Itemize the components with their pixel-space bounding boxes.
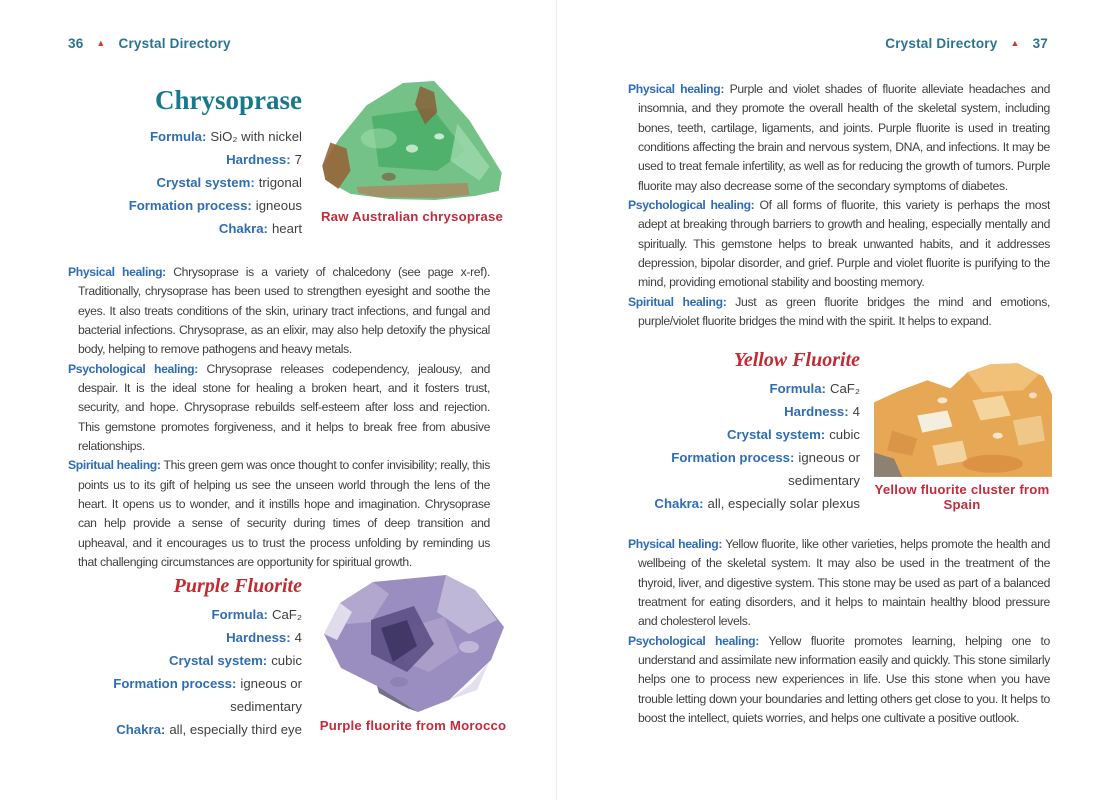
healing-text: Yellow fluorite, like other varieties, helps promote the health and wellbeing of the skeletal system. It may also be used in the treatment of the thyroid, liver, and digestive system. This stone may be used as part of a balanced treatment for eating disorders, and it helps to maintain healthy blood pressure and cholesterol levels. — [638, 537, 1050, 629]
chrysoprase-photo — [316, 78, 508, 205]
page-number: 36 — [68, 36, 84, 51]
spec-value: 7 — [294, 151, 302, 167]
spec-label: Crystal system: — [156, 174, 255, 190]
spec-value: heart — [271, 220, 302, 236]
spec-label: Formula: — [211, 607, 268, 622]
spec-label: Chakra: — [218, 220, 268, 236]
spec-label: Formula: — [149, 128, 207, 144]
spec-formation-process — [626, 446, 860, 492]
spec-formula — [68, 125, 302, 148]
paragraph-physical-healing — [628, 80, 1050, 196]
purple-fluorite-body — [628, 80, 1050, 334]
healing-label: Spiritual healing: — [628, 294, 727, 309]
purple-fluorite-figure — [317, 572, 509, 734]
purple-fluorite-photo — [319, 572, 507, 714]
healing-text: Of all forms of fluorite, this variety is perhaps the most adept at breaking through barriers to growth and healing, especially mentally and spiritually. This gemstone helps to break unwanted habits, and it addresses depression, bipolar disorder, and grief. Purple and violet fluorite is purifying to the mind, providing emotional stability and boosting memory. — [638, 198, 1050, 290]
entry-title-chrysoprase: Chrysoprase — [155, 85, 302, 115]
spec-label: Chakra: — [654, 496, 704, 511]
spec-formula — [626, 377, 860, 400]
yellow-fluorite-body — [628, 535, 1050, 735]
healing-text: Chrysoprase is a variety of chalcedony (see page x-ref). Traditionally, chrysoprase has been used to strengthen eyesight and soothe the eyes. It also treats conditions of the skin, urinary tract infections, and fungal and bacterial infections. Chrysoprase, as an elixir, may also help detoxify the physical body, helping to remove pathogens and heavy metals. — [78, 265, 490, 357]
paragraph-spiritual-healing — [68, 456, 490, 569]
spec-hardness — [626, 400, 860, 423]
chrysoprase-info-block — [68, 86, 302, 240]
figure-caption: Purple fluorite from Morocco — [319, 718, 507, 733]
spec-label: Formation process: — [113, 676, 237, 691]
paragraph-physical-healing — [68, 263, 490, 360]
spec-label: Formation process: — [128, 197, 252, 213]
spec-label: Hardness: — [784, 404, 849, 419]
figure-caption: Yellow fluorite cluster from Spain — [874, 482, 1050, 512]
spec-value: trigonal — [258, 174, 302, 190]
healing-label: Spiritual healing: — [68, 458, 161, 473]
running-head-title: Crystal Directory — [118, 36, 231, 51]
spec-value: igneous — [255, 197, 302, 213]
healing-label: Psychological healing: — [628, 633, 759, 648]
healing-text: Chrysoprase releases codependency, jealousy, and despair. It is the ideal stone for healing a broken heart, and it fosters trust, security, and hope. Chrysoprase rebuilds self-esteem after loss and rejection. This gemstone promotes forgiveness, and it helps to break free from abusive relationships. — [78, 361, 490, 454]
healing-label: Psychological healing: — [628, 198, 755, 213]
spec-label: Formation process: — [671, 450, 795, 465]
healing-text: This green gem was once thought to confer invisibility; really, this points us to its gift of helping us see the unseen world through the lens of the heart. It opens us to wonder, and it instills hope and imagination. Chrysoprase can help provide a sense of security during times of deep transition and upheaval, and it encourages us to trust the process unfolding by reminding us that challenging circumstances are opportunity for spiritual growth. — [78, 458, 490, 569]
spec-value: igneous or sedimentary — [788, 450, 860, 488]
spec-label: Formula: — [769, 381, 826, 396]
purple-fluorite-info-block — [68, 575, 302, 741]
spec-value: all, especially solar plexus — [707, 496, 860, 511]
entry-title-yellow-fluorite: Yellow Fluorite — [733, 349, 860, 371]
figure-caption: Raw Australian chrysoprase — [320, 209, 504, 224]
spec-label: Crystal system: — [168, 653, 268, 668]
triangle-icon: ▲ — [96, 38, 106, 48]
spec-crystal-system — [68, 649, 302, 672]
spec-value: CaF₂ — [829, 381, 860, 396]
spec-value: 4 — [294, 630, 302, 645]
yellow-fluorite-photo — [872, 360, 1053, 478]
running-head-title: Crystal Directory — [885, 36, 998, 51]
spec-value: igneous or sedimentary — [230, 676, 302, 714]
spec-crystal-system — [626, 423, 860, 446]
spec-value: all, especially third eye — [169, 722, 302, 737]
spec-chakra — [68, 217, 302, 240]
chrysoprase-body — [68, 263, 490, 569]
triangle-icon: ▲ — [1010, 38, 1020, 48]
spec-label: Hardness: — [226, 630, 291, 645]
page-number: 37 — [1032, 36, 1048, 51]
spec-label: Hardness: — [226, 151, 291, 167]
spec-value: cubic — [271, 653, 302, 668]
paragraph-psychological-healing — [628, 196, 1050, 293]
spec-chakra — [68, 718, 302, 741]
spec-label: Chakra: — [116, 722, 166, 737]
chrysoprase-figure — [315, 78, 509, 225]
spec-value: cubic — [829, 427, 860, 442]
healing-label: Physical healing: — [628, 82, 725, 96]
entry-title-purple-fluorite: Purple Fluorite — [173, 575, 302, 597]
healing-text: Purple and violet shades of fluorite alleviate headaches and insomnia, and they promote the overall health of the skeletal system, including bones, teeth, cartilage, ligaments, and joints. Purple fluorite is used in treating conditions affecting the brain and nervous system, DNA, and infections. It may be used to treat female infertility, as well as for reducing the growth of tumors. Purple fluorite may also decrease some of the secondary symptoms of diabetes. — [638, 82, 1050, 193]
paragraph-physical-healing — [628, 535, 1050, 632]
yellow-fluorite-figure — [871, 360, 1053, 512]
spec-hardness — [68, 148, 302, 171]
yellow-fluorite-info-block — [626, 349, 860, 515]
spec-value: 4 — [852, 404, 860, 419]
healing-label: Psychological healing: — [68, 361, 198, 376]
paragraph-psychological-healing — [628, 632, 1050, 729]
spec-hardness — [68, 626, 302, 649]
running-head-right — [885, 36, 1048, 51]
paragraph-spiritual-healing — [628, 293, 1050, 332]
spec-value: SiO₂ with nickel — [210, 128, 302, 144]
spec-crystal-system — [68, 171, 302, 194]
spec-chakra — [626, 492, 860, 515]
spec-label: Crystal system: — [726, 427, 826, 442]
healing-label: Physical healing: — [68, 265, 166, 279]
spec-value: CaF₂ — [271, 607, 302, 622]
spec-formation-process — [68, 672, 302, 718]
page-left — [0, 0, 557, 800]
running-head-left — [68, 36, 231, 51]
page-right — [559, 0, 1116, 800]
spec-formation-process — [68, 194, 302, 217]
paragraph-psychological-healing — [68, 360, 490, 457]
healing-text: Just as green fluorite bridges the mind and emotions, purple/violet fluorite bridges the mind with the spirit. It helps to expand. — [638, 294, 1050, 329]
healing-label: Physical healing: — [628, 537, 723, 551]
healing-text: Yellow fluorite promotes learning, helping one to understand and assimilate new information easily and quickly. This stone similarly helps one to process new experiences in life. Use this stone when you have trouble letting down your boundaries and letting others get close to you. It helps to boost the intellect, quiets worries, and helps one cultivate a positive outlook. — [638, 633, 1050, 726]
spec-formula — [68, 603, 302, 626]
